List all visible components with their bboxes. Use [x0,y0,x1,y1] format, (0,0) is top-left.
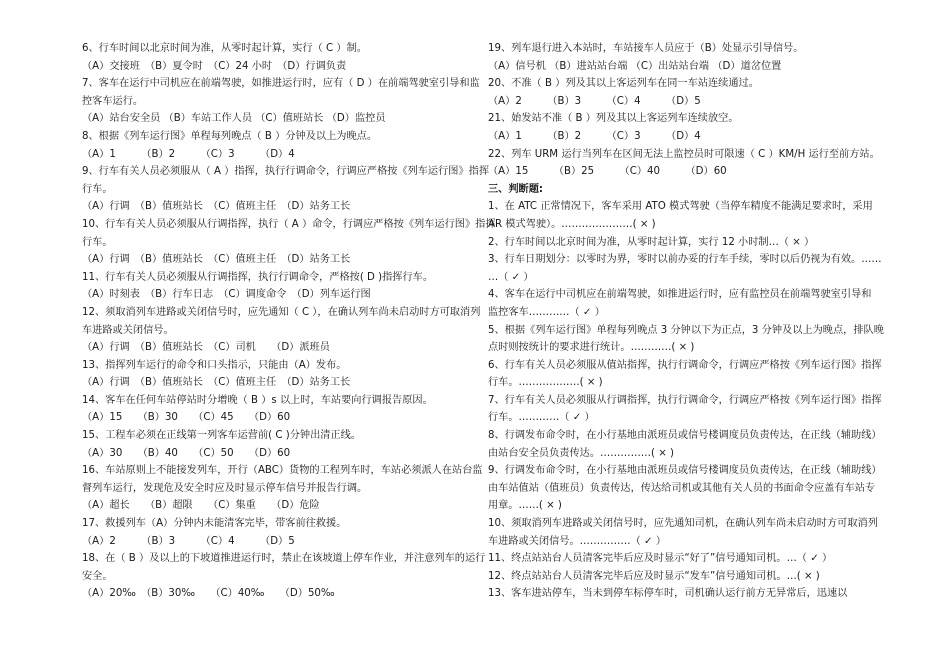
judgement-1: 1、在 ATC 正常情况下，客车采用 ATO 模式驾驶（当停车精度不能满足要求时，采用 [488,201,873,213]
question-16-cont: 督列车运行，发现危及安全时应及时显示停车信号并报告行调。 [82,482,368,494]
judgement-8-cont: 由站台安全员负责传达。……………( × ) [488,447,674,459]
question-22: 22、列车 URM 运行当列车在区间无法上监控员时可限速（ C ）KM/H 运行至前方站。 [488,148,880,160]
question-12: 12、须取消列车进路或关闭信号时，应先通知（ C ），在确认列车尚未启动时方可取消列 [82,306,481,318]
judgement-5-cont: 点时则按统计的要求进行统计。…………( × ) [488,342,695,354]
options-8: （A）1 （B）2 （C）3 （D）4 [82,148,295,160]
options-20: （A）2 （B）3 （C）4 （D）5 [488,95,701,107]
judgement-3: 3、行车日期划分：以零时为界，零时以前办妥的行车手续，零时以后仍视为有效。…… [488,254,882,266]
question-14: 14、客车在任何车站停站时分增晚（ B ）s 以上时，车站要向行调报告原因。 [82,394,433,406]
options-15: （A）30 （B）40 （C）50 （D）60 [82,447,291,459]
judgement-11: 11、终点站站台人员清客完毕后应及时显示“好了”信号通知司机。…（ ✓ ） [488,553,833,565]
question-18-cont: 安全。 [82,570,113,582]
question-6: 6、行车时间以北京时间为准，从零时起计算，实行（ C ）制。 [82,43,367,54]
judgement-5: 5、根据《列车运行图》单程每列晚点 3 分钟以下为正点，3 分钟及以上为晚点，排队晚 [488,324,884,336]
options-9: （A）行调 （B）值班站长 （C）值班主任 （D）站务工长 [82,201,351,213]
options-16: （A）超长 （B）超限 （C）集重 （D）危险 [82,500,320,512]
judgement-6: 6、行车有关人员必须服从值站指挥，执行行调命令，行调应严格按《列车运行图》指挥 [488,359,882,371]
judgement-10-cont: 车进路或关闭信号。……………（ ✓ ） [488,535,667,547]
question-8: 8、根据《列车运行图》单程每列晚点（ B ）分钟及以上为晚点。 [82,130,378,142]
options-10: （A）行调 （B）值班站长 （C）值班主任 （D）站务工长 [82,254,351,266]
judgement-6-cont: 行车。………………( × ) [488,377,603,389]
section-heading-judgement: 三、判断题: [488,183,544,195]
question-9: 9、行车有关人员必须服从（ A ）指挥，执行行调命令，行调应严格按《列车运行图》指挥 [82,166,490,178]
question-19: 19、列车退行进入本站时，车站接车人员应于（B）处显示引导信号。 [488,43,804,54]
question-13: 13、指挥列车运行的命令和口头指示，只能由（A）发布。 [82,359,347,371]
question-7: 7、客车在运行中司机应在前端驾驶，如推进运行时，应有（ D ）在前端驾驶室引导和监 [82,78,480,90]
question-10-cont: 行车。 [82,236,113,248]
judgement-8: 8、行调发布命令时，在小行基地由派班员或信号楼调度员负责传达，在正线（辅助线） [488,430,882,442]
question-16: 16、车站原则上不能接发列车，开行（ABC）货物的工程列车时，车站必须派人在站台监 [82,465,483,477]
question-15: 15、工程车必须在正线第一列客车运营前( C )分钟出清正线。 [82,430,361,442]
options-12: （A）行调 （B）值班站长 （C）司机 （D）派班员 [82,342,330,354]
judgement-3-cont: …（ ✓ ） [488,271,534,283]
options-21: （A）1 （B）2 （C）3 （D）4 [488,130,701,142]
judgement-7-cont: 行车。…………（ ✓ ） [488,412,595,424]
judgement-12: 12、终点站站台人员清客完毕后应及时显示“发车”信号通知司机。…( × ) [488,570,820,582]
judgement-4-cont: 监控客车…………（ ✓ ） [488,306,605,318]
question-21: 21、始发站不准（ B ）列及其以上客运列车连续放空。 [488,113,739,125]
judgement-2: 2、行车时间以北京时间为准，从零时起计算，实行 12 小时制…（ × ） [488,236,815,248]
options-14: （A）15 （B）30 （C）45 （D）60 [82,412,291,424]
judgement-9: 9、行调发布命令时，在小行基地由派班员或信号楼调度员负责传达，在正线（辅助线） [488,465,882,477]
left-column [82,40,496,603]
question-10: 10、行车有关人员必须服从行调指挥，执行（ A ）命令，行调应严格按《列车运行图》指挥 [82,218,496,230]
question-7-cont: 控客车运行。 [82,95,144,107]
judgement-7: 7、行车有关人员必须服从行调指挥，执行行调命令，行调应严格按《列车运行图》指挥 [488,394,882,406]
options-19: （A）信号机 （B）进站站台端 （C）出站站台端 （D）道岔位置 [488,60,782,72]
judgement-10: 10、须取消列车进路或关闭信号时，应先通知司机，在确认列车尚未启动时方可取消列 [488,518,878,530]
question-17: 17、救援列车（A）分钟内未能清客完毕，带客前往救援。 [82,518,347,530]
question-18: 18、在（ B ）及以上的下坡道推进运行时，禁止在该坡道上停车作业，并注意列车的运行 [82,553,486,565]
options-17: （A）2 （B）3 （C）4 （D）5 [82,535,295,547]
judgement-1-cont: AR 模式驾驶）。…………………( × ) [488,218,656,230]
options-18: （A）20‰ （B）30‰ （C）40‰ （D）50‰ [82,588,335,600]
judgement-13: 13、客车进站停车，当未到停车标停车时，司机确认运行前方无异常后，迅速以 [488,588,848,600]
judgement-4: 4、客车在运行中司机应在前端驾驶，如推进运行时，应有监控员在前端驾驶室引导和 [488,289,872,301]
options-6: （A）交接班 （B）夏令时 （C）24 小时 （D）行调负责 [82,60,347,72]
question-12-cont: 车进路或关闭信号。 [82,324,174,336]
right-column [488,40,884,603]
question-20: 20、不准（ B ）列及其以上客运列车在同一车站连续通过。 [488,78,759,90]
question-11: 11、行车有关人员必须服从行调指挥，执行行调命令，严格按( D )指挥行车。 [82,271,434,283]
options-7: （A）站台安全员 （B）车站工作人员 （C）值班站长 （D）监控员 [82,113,386,125]
judgement-9-cont2: 用章。……( × ) [488,500,562,512]
options-11: （A）时刻表 （B）行车日志 （C）调度命令 （D）列车运行图 [82,289,371,301]
question-9-cont: 行车。 [82,183,113,195]
options-22: （A）15 （B）25 （C）40 （D）60 [488,166,727,178]
judgement-9-cont: 由车站值站（值班员）负责传达，传达给司机或其他有关人员的书面命令应盖有车站专 [488,482,876,494]
options-13: （A）行调 （B）值班站长 （C）值班主任 （D）站务工长 [82,377,351,389]
